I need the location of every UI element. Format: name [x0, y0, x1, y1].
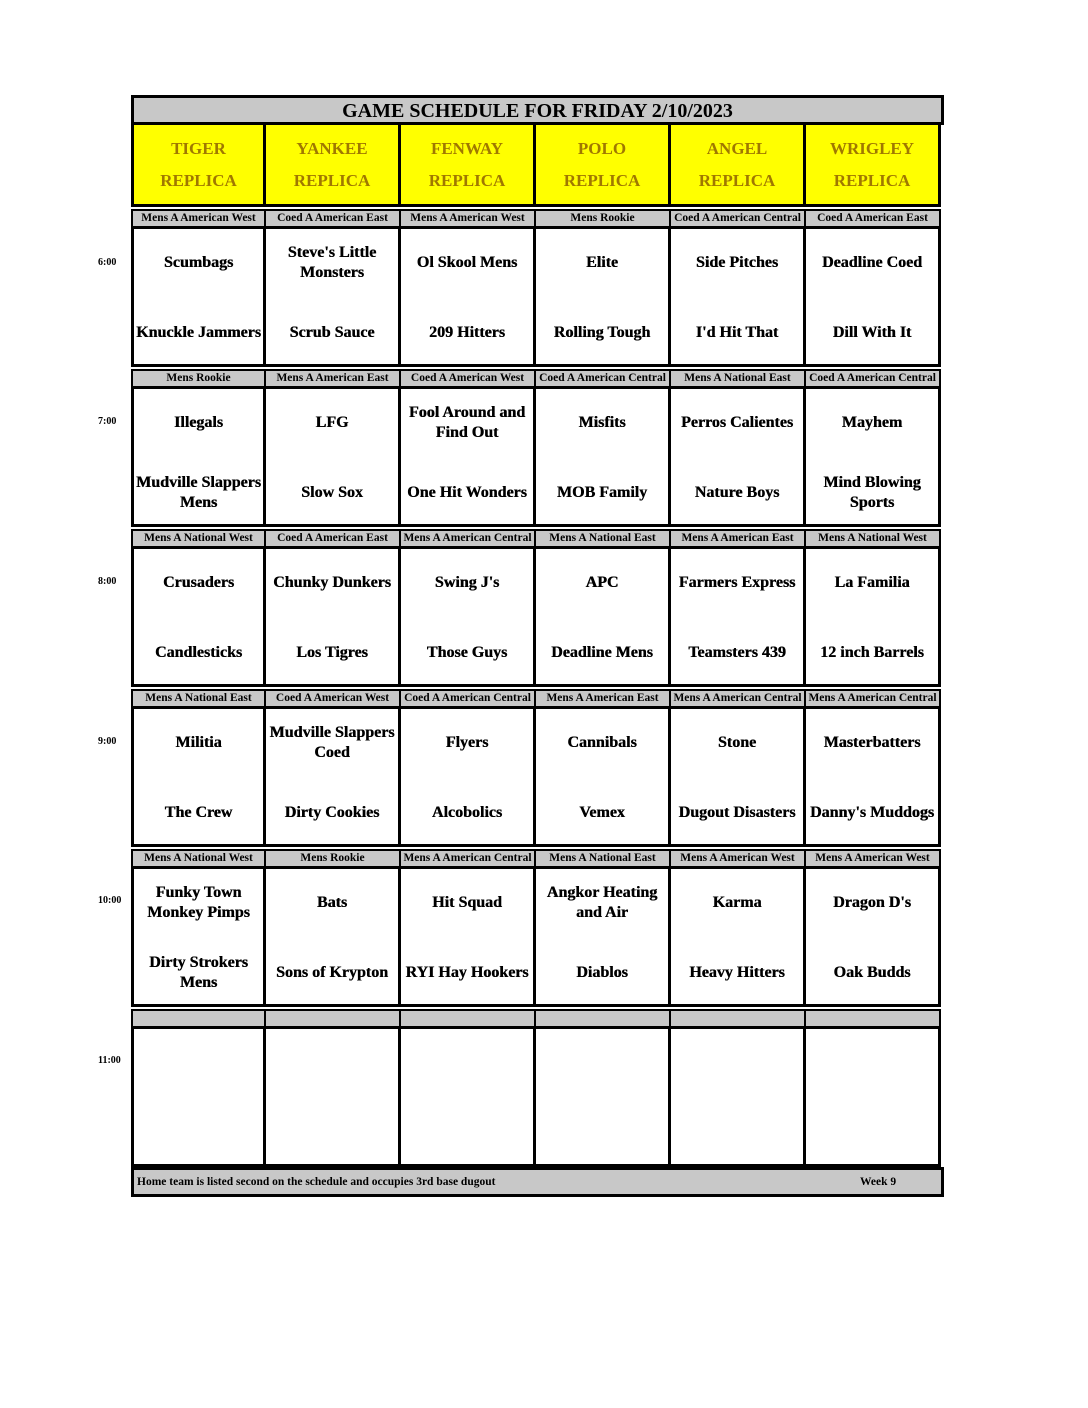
game-row [131, 706, 944, 847]
away-team: Steve's Little Monsters [287, 244, 377, 281]
field-header [536, 125, 671, 207]
game-cell [536, 1026, 671, 1167]
field-type: REPLICA [428, 170, 506, 190]
home-team [671, 1111, 803, 1155]
schedule-footer [131, 1167, 944, 1197]
game-row [131, 546, 944, 687]
game-row [131, 386, 944, 527]
division-label: Mens Rookie [131, 369, 266, 386]
division-row [131, 369, 944, 386]
field-header [266, 125, 401, 207]
week-label: Week 9 [860, 1176, 897, 1188]
away-team: La Familia [834, 574, 910, 591]
game-cell [671, 386, 806, 527]
home-team: Mudville Slappers Mens [136, 474, 261, 511]
away-team: Bats [316, 894, 348, 911]
division-label: Mens A American East [536, 689, 671, 706]
game-cell [671, 706, 806, 847]
away-team: Mayhem [841, 414, 903, 431]
away-team [266, 1041, 398, 1085]
field-header [806, 125, 941, 207]
field-header-row [131, 125, 944, 207]
game-cell [536, 706, 671, 847]
field-name: FENWAY [430, 138, 504, 158]
game-cell [671, 226, 806, 367]
game-cell [401, 546, 536, 687]
division-label: Mens A National East [131, 689, 266, 706]
away-team: Fool Around and Find Out [408, 404, 526, 441]
game-row [131, 226, 944, 367]
away-team: Cannibals [567, 734, 637, 751]
division-label: Coed A American East [266, 209, 401, 226]
home-team [806, 1111, 938, 1155]
home-team: Heavy Hitters [689, 964, 785, 981]
game-cell [401, 706, 536, 847]
home-team: The Crew [164, 804, 233, 821]
division-label: Coed A American West [401, 369, 536, 386]
away-team: Ol Skool Mens [416, 254, 518, 271]
away-team [536, 1041, 668, 1085]
division-label: Coed A American Central [401, 689, 536, 706]
home-team: Rolling Tough [553, 324, 651, 341]
field-name: POLO [577, 138, 627, 158]
away-team: Karma [712, 894, 762, 911]
game-cell [806, 1026, 941, 1167]
away-team: APC [585, 574, 619, 591]
field-header [131, 125, 266, 207]
away-team: Funky Town Monkey Pimps [147, 884, 250, 921]
time-label: 6:00 [98, 257, 117, 268]
home-team: Oak Budds [833, 964, 911, 981]
home-team-note: Home team is listed second on the schedule and occupies 3rd base dugout [137, 1176, 496, 1188]
home-team: Dugout Disasters [678, 804, 796, 821]
game-cell [671, 1026, 806, 1167]
away-team: Side Pitches [695, 254, 779, 271]
game-cell [806, 226, 941, 367]
game-cell [266, 386, 401, 527]
game-cell [671, 866, 806, 1007]
away-team: Swing J's [434, 574, 500, 591]
division-label: Mens A National East [536, 849, 671, 866]
field-name: TIGER [171, 138, 226, 158]
division-label: Mens A American East [671, 529, 806, 546]
home-team [536, 1111, 668, 1155]
game-cell [266, 226, 401, 367]
home-team: MOB Family [556, 484, 648, 501]
division-label: Mens A National East [536, 529, 671, 546]
division-label: Coed A American East [266, 529, 401, 546]
game-cell [266, 866, 401, 1007]
away-team: Elite [586, 254, 618, 271]
away-team: Scumbags [163, 254, 234, 271]
field-type: REPLICA [698, 170, 776, 190]
division-label: Coed A American West [266, 689, 401, 706]
game-cell [266, 1026, 401, 1167]
game-cell [806, 706, 941, 847]
home-team: Those Guys [426, 644, 508, 661]
division-row [131, 1009, 944, 1026]
division-label [401, 1009, 536, 1026]
time-label: 7:00 [98, 416, 117, 427]
game-cell [536, 226, 671, 367]
game-cell [131, 546, 266, 687]
away-team: Farmers Express [678, 574, 796, 591]
away-team: Deadline Coed [822, 254, 922, 271]
game-cell [401, 226, 536, 367]
time-label: 10:00 [98, 895, 122, 906]
game-cell [131, 706, 266, 847]
away-team: Angkor Heating and Air [546, 884, 658, 921]
away-team [134, 1041, 263, 1085]
away-team: Illegals [174, 414, 223, 431]
division-label [131, 1009, 266, 1026]
game-cell [806, 866, 941, 1007]
away-team: Crusaders [162, 574, 235, 591]
away-team: Hit Squad [432, 894, 502, 911]
field-name: ANGEL [706, 138, 768, 158]
game-cell [671, 546, 806, 687]
away-team: Stone [717, 734, 757, 751]
division-label: Mens A American West [671, 849, 806, 866]
division-label: Mens A American West [131, 209, 266, 226]
division-row [131, 689, 944, 706]
field-header [401, 125, 536, 207]
away-team: LFG [315, 414, 349, 431]
game-cell [401, 386, 536, 527]
game-cell [131, 1026, 266, 1167]
schedule-title: GAME SCHEDULE FOR FRIDAY 2/10/2023 [131, 95, 944, 125]
game-cell [401, 1026, 536, 1167]
game-cell [131, 226, 266, 367]
division-label: Mens Rookie [266, 849, 401, 866]
game-cell [131, 866, 266, 1007]
division-row [131, 529, 944, 546]
home-team: Slow Sox [301, 484, 363, 501]
division-label: Mens A American Central [401, 849, 536, 866]
division-label: Mens A National East [671, 369, 806, 386]
division-label [806, 1009, 941, 1026]
division-row [131, 849, 944, 866]
home-team: Dirty Cookies [284, 804, 380, 821]
away-team: Militia [175, 734, 222, 751]
away-team: Dragon D's [833, 894, 911, 911]
division-label: Coed A American Central [536, 369, 671, 386]
division-label: Mens A American Central [671, 689, 806, 706]
home-team: Teamsters 439 [688, 644, 786, 661]
division-label: Mens A American Central [806, 689, 941, 706]
time-label: 11:00 [98, 1055, 121, 1066]
field-type: REPLICA [563, 170, 641, 190]
home-team: Scrub Sauce [289, 324, 375, 341]
game-row [131, 1026, 944, 1167]
home-team: Knuckle Jammers [136, 324, 261, 341]
game-cell [806, 546, 941, 687]
time-label: 9:00 [98, 736, 117, 747]
division-label: Mens A American West [806, 849, 941, 866]
division-label: Mens A American Central [401, 529, 536, 546]
home-team: I'd Hit That [695, 324, 779, 341]
division-label: Mens Rookie [536, 209, 671, 226]
field-type: REPLICA [833, 170, 911, 190]
away-team: Chunky Dunkers [273, 574, 391, 591]
home-team [401, 1111, 533, 1155]
home-team: Dirty Strokers Mens [149, 954, 248, 991]
home-team: RYI Hay Hookers [405, 964, 529, 981]
away-team: Mudville Slappers Coed [269, 724, 395, 761]
division-label: Coed A American Central [806, 369, 941, 386]
division-label [536, 1009, 671, 1026]
home-team [266, 1111, 398, 1155]
division-label: Mens A American East [266, 369, 401, 386]
home-team: Dill With It [832, 324, 912, 341]
division-label: Mens A American West [401, 209, 536, 226]
away-team: Misfits [578, 414, 626, 431]
home-team: Sons of Krypton [275, 964, 389, 981]
away-team [806, 1041, 938, 1085]
home-team: Nature Boys [694, 484, 780, 501]
game-cell [266, 706, 401, 847]
division-label: Coed A American East [806, 209, 941, 226]
game-cell [401, 866, 536, 1007]
home-team: 209 Hitters [429, 324, 505, 341]
division-label: Mens A National West [131, 529, 266, 546]
division-label: Mens A National West [806, 529, 941, 546]
field-name: YANKEE [296, 138, 368, 158]
home-team: Deadline Mens [551, 644, 653, 661]
game-cell [536, 546, 671, 687]
game-cell [536, 866, 671, 1007]
division-row [131, 209, 944, 226]
home-team [134, 1111, 263, 1155]
home-team: Alcobolics [431, 804, 503, 821]
game-cell [806, 386, 941, 527]
field-name: WRIGLEY [829, 138, 915, 158]
home-team: One Hit Wonders [407, 484, 527, 501]
division-label [671, 1009, 806, 1026]
home-team: Los Tigres [296, 644, 368, 661]
game-row [131, 866, 944, 1007]
away-team: Perros Calientes [680, 414, 794, 431]
division-label: Mens A National West [131, 849, 266, 866]
game-cell [266, 546, 401, 687]
game-cell [131, 386, 266, 527]
home-team: 12 inch Barrels [820, 644, 924, 661]
home-team: Mind Blowing Sports [823, 474, 921, 511]
game-cell [536, 386, 671, 527]
home-team: Diablos [576, 964, 628, 981]
field-header [671, 125, 806, 207]
field-type: REPLICA [160, 170, 237, 190]
division-label [266, 1009, 401, 1026]
field-type: REPLICA [293, 170, 371, 190]
away-team [671, 1041, 803, 1085]
division-label: Coed A American Central [671, 209, 806, 226]
away-team [401, 1041, 533, 1085]
time-label: 8:00 [98, 576, 117, 587]
home-team: Candlesticks [154, 644, 243, 661]
home-team: Vemex [579, 804, 625, 821]
schedule-sheet [131, 95, 944, 1197]
home-team: Danny's Muddogs [809, 804, 935, 821]
away-team: Masterbatters [823, 734, 921, 751]
away-team: Flyers [445, 734, 489, 751]
